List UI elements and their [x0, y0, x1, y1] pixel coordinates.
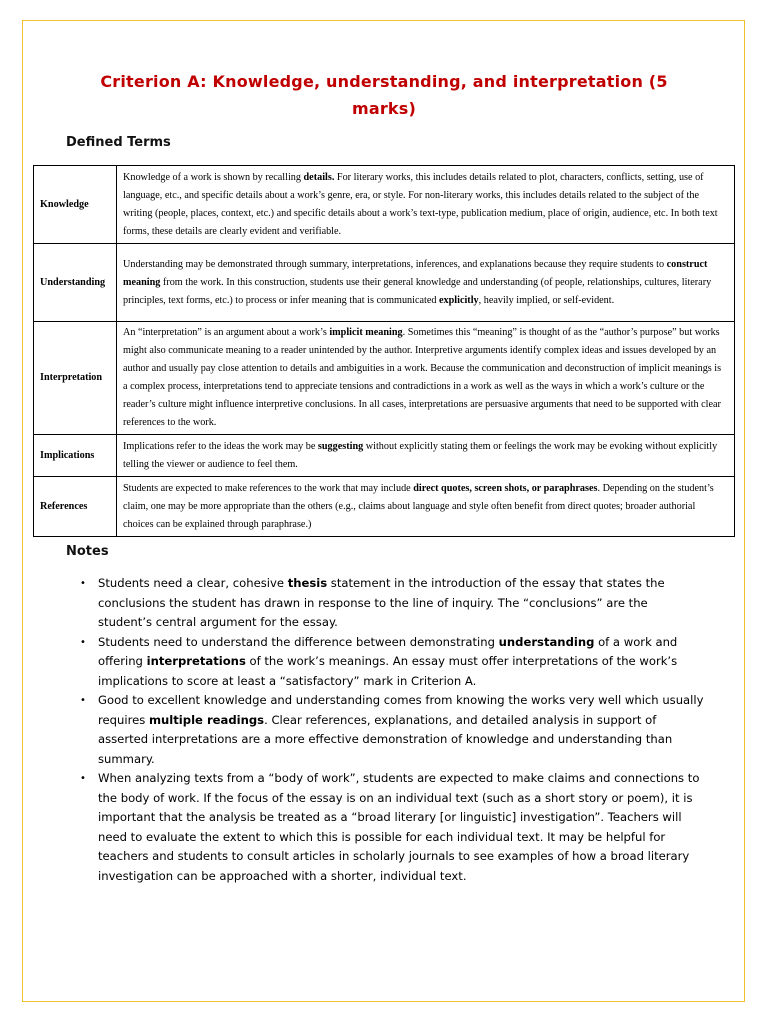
definition-cell: An “interpretation” is an argument about a work’s implicit meaning. Sometimes this “meaning” is thought of as the “author’s purpose” but works might also communicate meaning to a reader unintended by the author. Interpretive arguments identify complex ideas and issues developed by an author and usually pay close attention to details and ambiguities in a work. Because the communication and deconstruction of implicit meanings is a complex process, interpretations tend to appreciate tensions and contradictions in a work as well as the ways in which a work’s culture or the reader’s culture might influence interpretive conclusions. In all cases, interpretations are persuasive arguments that need to be supported with clear references to the work.: [117, 322, 735, 435]
bold-emphasis: understanding: [498, 634, 595, 649]
definition-cell: Students are expected to make references to the work that may include direct quotes, screen shots, or paraphrases. Depending on the student’s claim, one may be more appropriate than the others (e.g., claims about language and style often benefit from direct quotes; broader authorial choices can be explained through paraphrase.): [117, 477, 735, 537]
notes-heading: Notes: [66, 544, 109, 559]
term-cell: Implications: [34, 435, 117, 477]
term-cell: References: [34, 477, 117, 537]
bold-emphasis: direct quotes, screen shots, or paraphrases: [413, 482, 598, 494]
bold-emphasis: construct meaning: [123, 258, 708, 288]
bullet-icon: •: [80, 578, 86, 589]
term-cell: Interpretation: [34, 322, 117, 435]
bold-emphasis: suggesting: [317, 440, 364, 452]
table-row: [34, 322, 735, 435]
table-row: [34, 435, 735, 477]
term-cell: Understanding: [34, 244, 117, 322]
definition-cell: Knowledge of a work is shown by recalling details. For literary works, this includes details related to plot, characters, conflicts, setting, use of language, etc., and specific details about a work’s genre, era, or style. For non-literary works, this includes details related to the subject of the writing (people, places, context, etc.) and specific details about a work’s text-type, publication medium, place of origin, audience, etc. In both text forms, these details are clearly evident and verifiable.: [117, 166, 735, 244]
table-row: [34, 244, 735, 322]
bold-emphasis: details.: [303, 171, 335, 183]
defined-terms-table: [33, 165, 735, 537]
list-item: [80, 769, 705, 886]
note-text: Good to excellent knowledge and understanding comes from knowing the works very well which usually requires multiple readings. Clear references, explanations, and detailed analysis in support of asserted interpretations are a more effective demonstration of knowledge and understanding than summary.: [98, 693, 704, 766]
bullet-icon: •: [80, 773, 86, 784]
note-text: Students need a clear, cohesive thesis statement in the introduction of the essay that states the conclusions the student has drawn in response to the line of inquiry. The “conclusions” are the student’s central argument for the essay.: [98, 576, 665, 629]
definition-cell: Implications refer to the ideas the work may be suggesting without explicitly stating them or feelings the work may be evoking without explicitly telling the viewer or audience to feel them.: [117, 435, 735, 477]
defined-terms-heading: Defined Terms: [66, 135, 171, 150]
bullet-icon: •: [80, 695, 86, 706]
page-title: Criterion A: Knowledge, understanding, and interpretation (5 marks): [100, 72, 668, 118]
definition-cell: Understanding may be demonstrated through summary, interpretations, inferences, and explanations because they require students to construct meaning from the work. In this construction, students use their general knowledge and understanding (of people, relationships, cultures, literary principles, text forms, etc.) to process or infer meaning that is communicated explicitly, heavily implied, or self-evident.: [117, 244, 735, 322]
table-row: [34, 477, 735, 537]
table-row: [34, 166, 735, 244]
term-cell: Knowledge: [34, 166, 117, 244]
notes-list: [80, 574, 705, 886]
bold-emphasis: interpretations: [146, 654, 246, 668]
bold-emphasis: explicitly: [439, 294, 479, 306]
bold-emphasis: thesis: [287, 576, 328, 590]
list-item: [80, 574, 705, 633]
list-item: [80, 691, 705, 769]
note-text: Students need to understand the difference between demonstrating understanding of a work and offering interpretations of the work’s meanings. An essay must offer interpretations of the work’s implications to score at least a “satisfactory” mark in Criterion A.: [98, 634, 678, 688]
note-text: When analyzing texts from a “body of work”, students are expected to make claims and connections to the body of work. If the focus of the essay is on an individual text (such as a short story or poem), it is important that the analysis be treated as a “broad literary [or linguistic] investigation”. Teachers will need to evaluate the extent to which this is possible for each individual text. It may be helpful for teachers and students to consult articles in scholarly journals to see examples of how a broad literary investigation can be approached with a shorter, individual text.: [98, 771, 700, 883]
list-item: [80, 633, 705, 692]
bullet-icon: •: [80, 636, 86, 648]
bold-emphasis: multiple readings: [148, 712, 265, 727]
bold-emphasis: implicit meaning: [329, 327, 403, 338]
